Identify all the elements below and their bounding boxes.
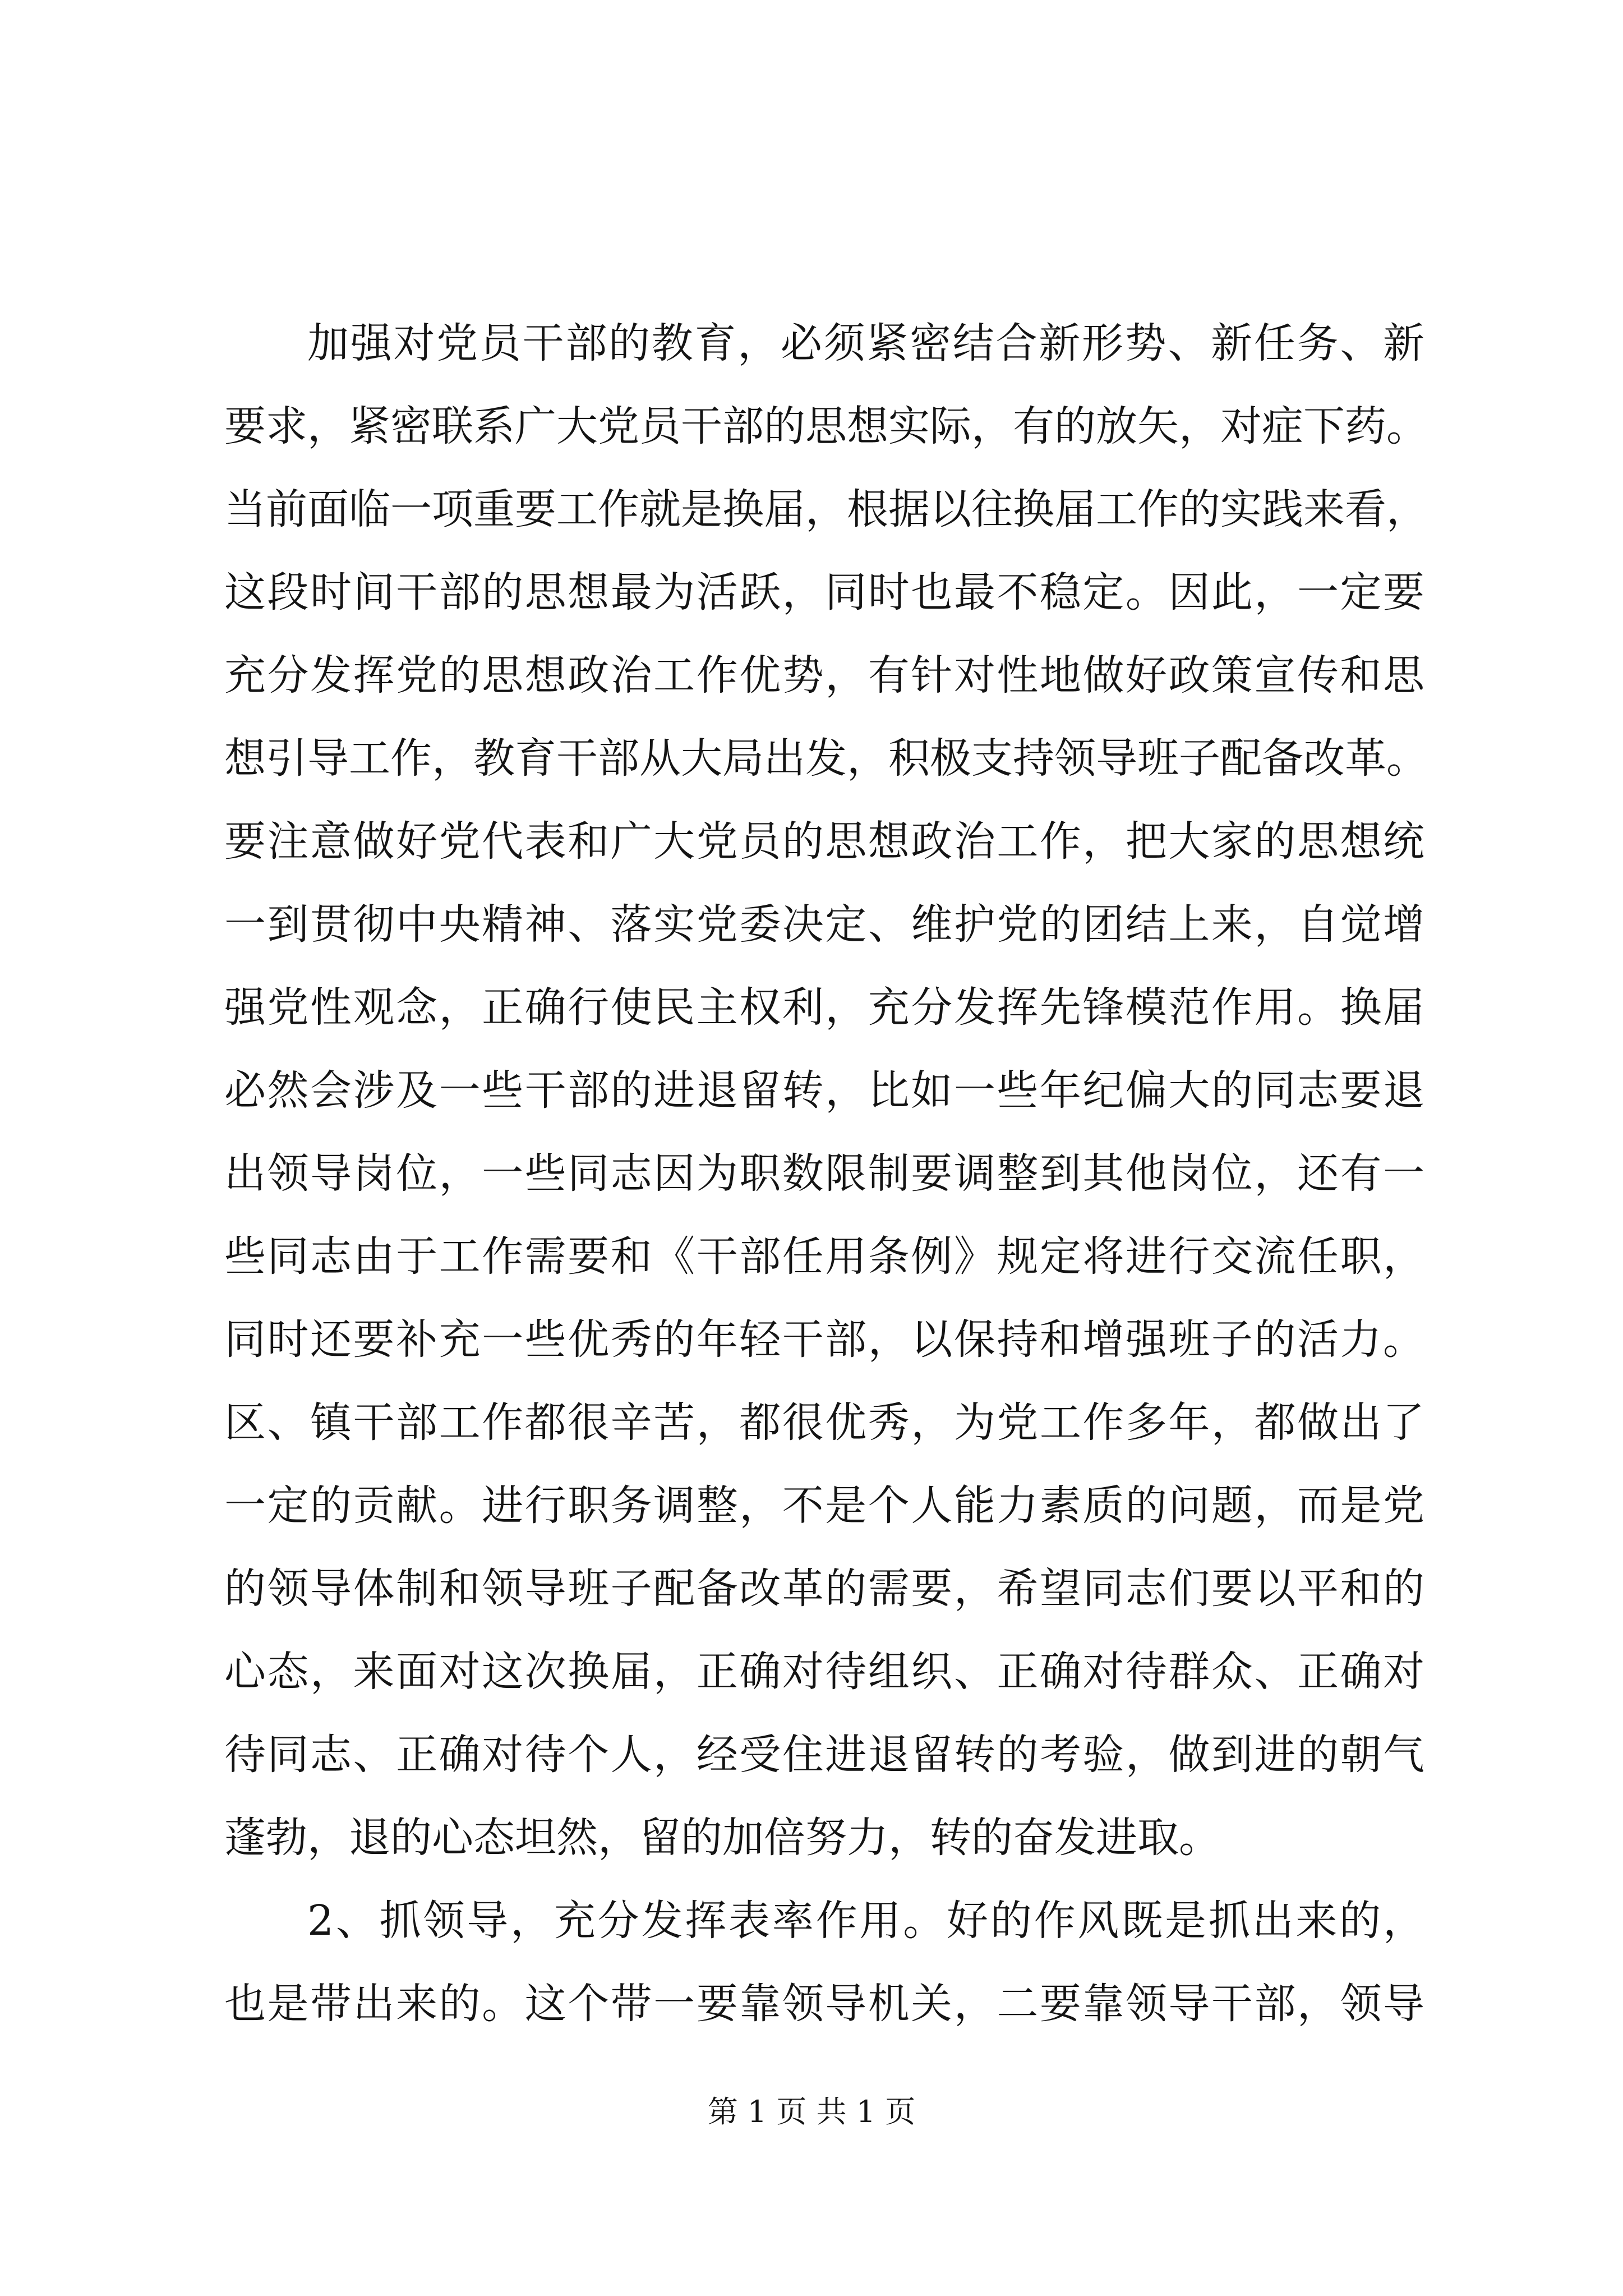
text-line: 加强对党员干部的教育，必须紧密结合新形势、新任务、新 — [307, 319, 1424, 367]
text-line: 蓬勃，退的心态坦然，留的加倍努力，转的奋发进取。 — [224, 1814, 1220, 1862]
text-line: 当前面临一项重要工作就是换届，根据以往换届工作的实践来看， — [224, 485, 1428, 533]
paragraph-2 — [224, 1879, 1424, 2045]
paragraph-1 — [224, 302, 1428, 1879]
text-line: 2、抓领导，充分发挥表率作用。好的作风既是抓出来的， — [307, 1897, 1424, 1945]
document-body — [224, 302, 1428, 2045]
text-line: 一定的贡献。进行职务调整，不是个人能力素质的问题，而是党 — [224, 1481, 1424, 1530]
text-line: 些同志由于工作需要和《干部任用条例》规定将进行交流任职， — [224, 1232, 1424, 1281]
text-line: 区、镇干部工作都很辛苦，都很优秀，为党工作多年，都做出了 — [224, 1398, 1424, 1447]
text-line: 充分发挥党的思想政治工作优势，有针对性地做好政策宣传和思 — [224, 651, 1424, 700]
text-line: 这段时间干部的思想最为活跃，同时也最不稳定。因此，一定要 — [224, 568, 1424, 616]
text-line: 也是带出来的。这个带一要靠领导机关，二要靠领导干部，领导 — [224, 1980, 1424, 2028]
text-line: 心态，来面对这次换届，正确对待组织、正确对待群众、正确对 — [224, 1648, 1424, 1696]
text-line: 强党性观念，正确行使民主权利，充分发挥先锋模范作用。换届 — [224, 983, 1424, 1032]
text-line: 的领导体制和领导班子配备改革的需要，希望同志们要以平和的 — [224, 1565, 1424, 1613]
text-line: 待同志、正确对待个人，经受住进退留转的考验，做到进的朝气 — [224, 1731, 1424, 1779]
text-line: 要求，紧密联系广大党员干部的思想实际，有的放矢，对症下药。 — [224, 402, 1428, 450]
text-line: 出领导岗位，一些同志因为职数限制要调整到其他岗位，还有一 — [224, 1149, 1424, 1198]
text-line: 要注意做好党代表和广大党员的思想政治工作，把大家的思想统 — [224, 817, 1424, 866]
text-line: 必然会涉及一些干部的进退留转，比如一些年纪偏大的同志要退 — [224, 1066, 1424, 1115]
page-footer: 第 1 页 共 1 页 — [707, 2094, 916, 2129]
text-line: 一到贯彻中央精神、落实党委决定、维护党的团结上来，自觉增 — [224, 900, 1424, 949]
text-line: 想引导工作，教育干部从大局出发，积极支持领导班子配备改革。 — [224, 734, 1428, 783]
text-line: 同时还要补充一些优秀的年轻干部，以保持和增强班子的活力。 — [224, 1315, 1424, 1364]
